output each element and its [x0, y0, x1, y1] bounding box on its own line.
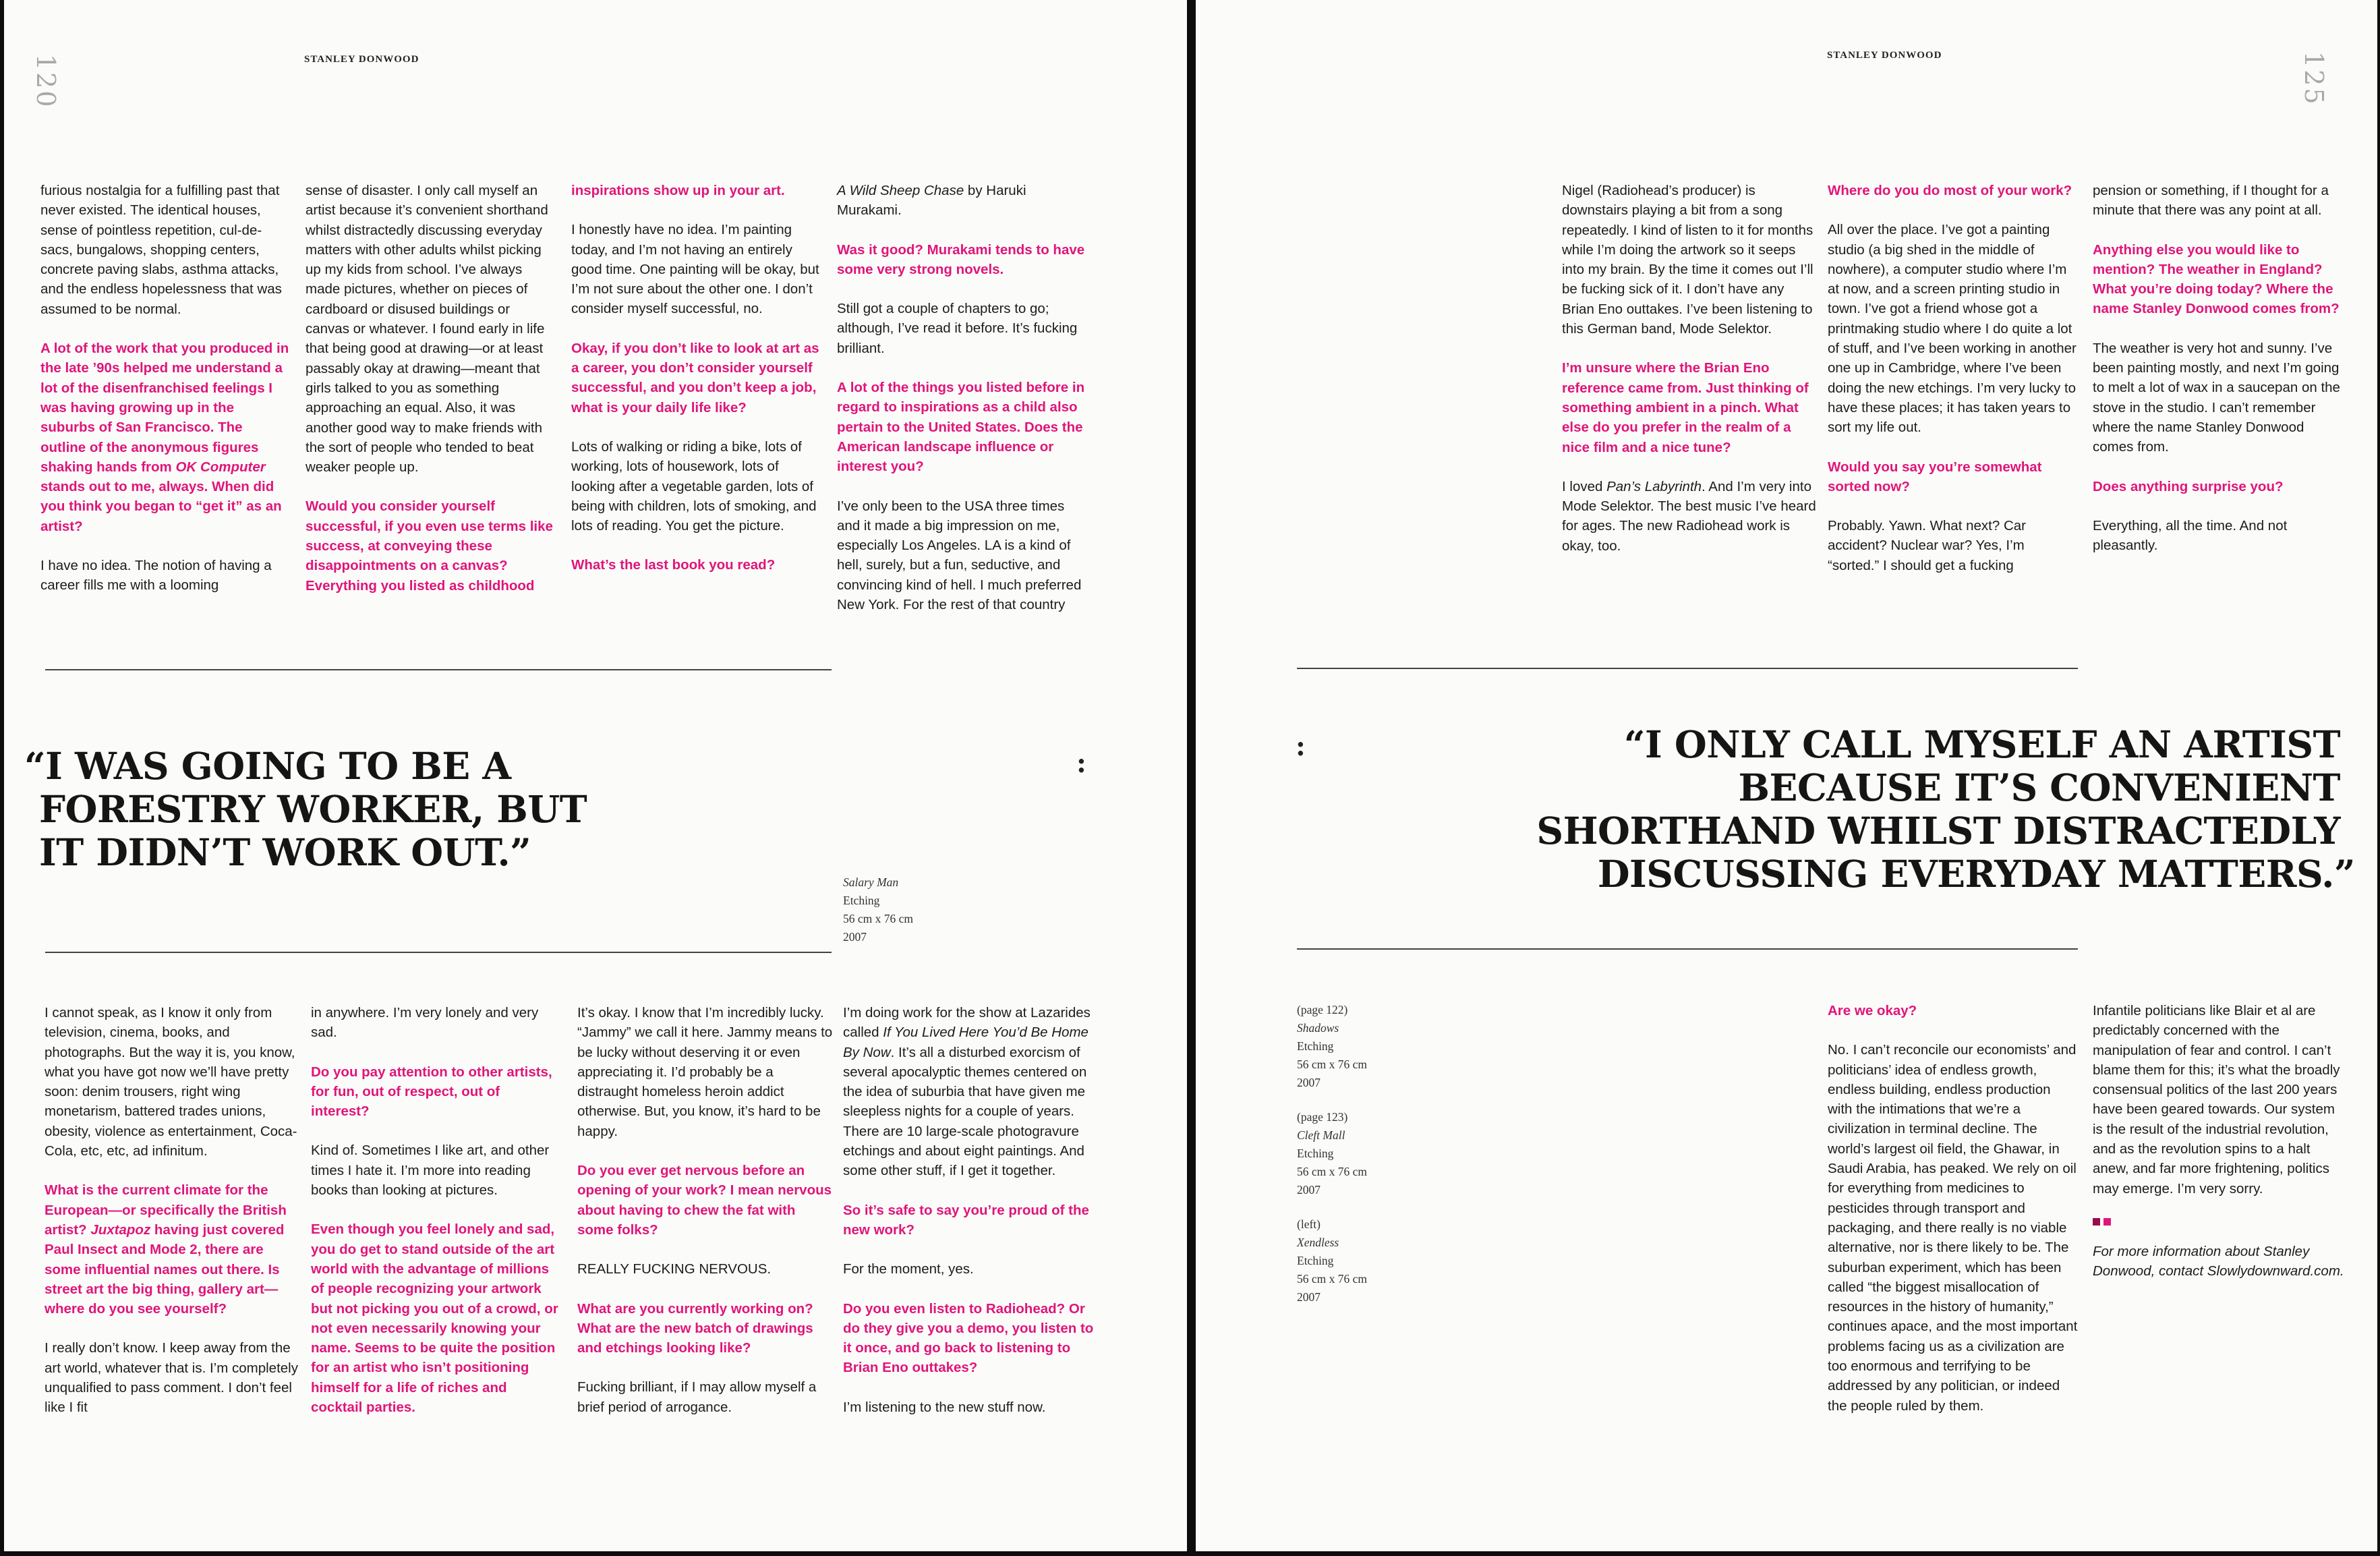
right-page — [1196, 0, 2377, 1551]
divider — [1297, 948, 2078, 950]
text-column — [1828, 1001, 2079, 1416]
caption-medium: Etching — [1297, 1254, 1334, 1267]
pull-quote-line: FORESTRY WORKER, BUT — [39, 787, 587, 831]
interview-answer: Infantile politicians like Blair et al are predictably concerned with the manipulation of fear and control. I can’t blame them for this; it’s what the broadly consensual politics of the last 200 years have been geared towards. Our system is the result of the industrial revolution, and as the revolution spins to a halt anew, and far more frightening, politics may emerge. I’m very sorry. — [2093, 1003, 2340, 1197]
interview-question: So it’s safe to say you’re proud of the new work? — [843, 1202, 1089, 1238]
interview-answer: I really don’t know. I keep away from the art world, whatever that is. I’m completely unqualified to pass comment. I don’t feel like I fit — [45, 1340, 298, 1416]
interview-answer: I loved Pan’s Labyrinth. And I’m very into Mode Selektor. The best music I’ve heard for ages. The new Radiohead work is okay, too. — [1562, 478, 1816, 554]
italic-title: A Wild Sheep Chase — [837, 183, 964, 198]
caption-size: 56 cm x 76 cm — [1297, 1272, 1368, 1286]
caption-title: Xendless — [1297, 1236, 1339, 1249]
interview-answer: in anywhere. I’m very lonely and very sad. — [311, 1005, 539, 1041]
interview-question: Even though you feel lonely and sad, you do get to stand outside of the art world with the advantage of millions of people recognizing your artwork but not picking you out of a crowd, or not even necessarily knowing your name. Seems to be quite the position for an artist who isn’t positioning himself for a life of riches and cocktail parties. — [311, 1221, 558, 1416]
text-column — [571, 181, 821, 575]
colon-mark: : — [1076, 747, 1086, 779]
interview-question: Does anything surprise you? — [2093, 478, 2284, 494]
artwork-caption — [843, 873, 913, 946]
interview-question: Where do you do most of your work? — [1828, 183, 2072, 198]
caption-ref: (left) — [1297, 1217, 1320, 1231]
caption-title: Cleft Mall — [1297, 1128, 1345, 1142]
caption-title: Salary Man — [843, 875, 899, 889]
interview-answer: furious nostalgia for a fulfilling past that never existed. The identical houses, sense of pointless repetition, cul-de-sacs, bungalows, shopping centers, concrete paving slabs, asthma attacks, and the endless hopelessness that was assumed to be normal. — [40, 183, 282, 317]
interview-answer: I have no idea. The notion of having a career fills me with a looming — [40, 558, 272, 594]
interview-answer: I honestly have no idea. I’m painting today, and I’m not having an entirely good time. One painting will be okay, but I’m not sure about the other one. I don’t consider myself successful, no. — [571, 222, 819, 317]
interview-question: A lot of the things you listed before in regard to inspirations as a child also pertain to the United States. Does the American landscape influence or interest you? — [837, 380, 1085, 475]
interview-question: I’m unsure where the Brian Eno reference came from. Just thinking of something ambient in a pinch. What else do you prefer in the realm of a nice film and a nice tune? — [1562, 360, 1809, 455]
interview-answer: Everything, all the time. And not pleasantly. — [2093, 517, 2288, 554]
artwork-caption — [1297, 1001, 1367, 1092]
interview-question: Anything else you would like to mention? The weather in England? What you’re doing today? Where the name Stanley Donwood comes from? — [2093, 241, 2340, 317]
interview-answer: I’m listening to the new stuff now. — [843, 1399, 1046, 1415]
interview-answer: Probably. Yawn. What next? Car accident? Nuclear war? Yes, I’m “sorted.” I should get a fucking — [1828, 518, 2026, 573]
interview-answer: I’ve only been to the USA three times and it made a big impression on me, especially Los Angeles. LA is a kind of hell, surely, but a fun, seductive, and convincing kind of hell. I much preferred New York. For the rest of that country — [837, 498, 1082, 613]
caption-year: 2007 — [1297, 1290, 1320, 1304]
text-column — [2093, 1001, 2346, 1199]
interview-answer: pension or something, if I thought for a minute that there was any point at all. — [2093, 183, 2329, 219]
italic-title: OK Computer — [175, 459, 266, 475]
caption-medium: Etching — [843, 894, 880, 907]
interview-answer: The weather is very hot and sunny. I’ve been painting mostly, and next I’m going to melt a lot of wax in a saucepan on the stove in the studio. I can’t remember where the name Stanley Donwood comes from. — [2093, 340, 2340, 455]
caption-year: 2007 — [1297, 1183, 1320, 1197]
interview-question: inspirations show up in your art. — [571, 183, 785, 198]
divider — [45, 952, 832, 953]
interview-question: Was it good? Murakami tends to have some very strong novels. — [837, 241, 1085, 277]
text-column — [843, 1003, 1097, 1417]
caption-medium: Etching — [1297, 1147, 1334, 1160]
interview-question: Are we okay? — [1828, 1003, 1917, 1018]
caption-size: 56 cm x 76 cm — [1297, 1165, 1368, 1178]
interview-answer: I’m doing work for the show at Lazarides called If You Lived Here You’d Be Home By Now. It’s all a disturbed exorcism of several apocalyptic themes centered on the idea of suburbia that have given me sleepless nights for a couple of years. There are 10 large-scale photogravure etchings and about eight paintings. And some other stuff, if I get it together. — [843, 1005, 1091, 1179]
colon-mark: : — [1296, 730, 1306, 762]
text-column — [306, 181, 555, 596]
text-column — [1828, 181, 2079, 575]
interview-question: Would you consider yourself successful, if you even use terms like success, at conveying these disappointments on a canvas? Everything you listed as childhood — [306, 498, 553, 594]
interview-answer: A Wild Sheep Chase by Haruki Murakami. — [837, 183, 1026, 219]
text-column — [311, 1003, 560, 1417]
interview-answer: It’s okay. I know that I’m incredibly lucky. “Jammy” we call it here. Jammy means to be lucky without deserving it or even appreciating it. I’d probably be a distraught homeless heroin addict otherwise. But, you know, it’s hard to be happy. — [577, 1005, 833, 1139]
text-column — [40, 181, 290, 596]
interview-answer: Kind of. Sometimes I like art, and other times I hate it. I’m more into reading books than looking at pictures. — [311, 1143, 550, 1199]
caption-size: 56 cm x 76 cm — [843, 912, 914, 925]
interview-answer: Lots of walking or riding a bike, lots of working, lots of housework, lots of looking after a vegetable garden, lots of being with children, lots of smoking, and lots of reading. You get the picture. — [571, 438, 817, 534]
interview-question: What is the current climate for the European—or specifically the British artist? Juxtapoz having just covered Paul Insect and Mode 2, there are some influential names out there. Is street art the big thing, gallery art—where do you see yourself? — [45, 1182, 287, 1317]
italic-title: Pan’s Labyrinth — [1606, 478, 1702, 494]
interview-answer: Still got a couple of chapters to go; although, I’ve read it before. It’s fucking brilliant. — [837, 301, 1078, 356]
interview-question: What are you currently working on? What are the new batch of drawings and etchings looking like? — [577, 1300, 813, 1356]
left-page — [4, 0, 1187, 1551]
pull-quote-line: “I ONLY CALL MYSELF AN ARTIST — [1623, 722, 2340, 766]
pull-quote — [1536, 722, 2355, 896]
text-column — [577, 1003, 834, 1417]
pull-quote-line: DISCUSSING EVERYDAY MATTERS.” — [1597, 852, 2355, 896]
spine-gap — [1187, 0, 1196, 1556]
end-note: For more information about Stanley Donwood, contact Slowlydownward.com. — [2093, 1243, 2344, 1279]
text-column — [1562, 181, 1818, 556]
artwork-caption — [1297, 1215, 1367, 1306]
interview-answer: sense of disaster. I only call myself an artist because it’s convenient shorthand whilst distractedly discussing everyday matters with other adults whilst picking up my kids from school. I’ve always made pictures, whether on pieces of cardboard or disused buildings or canvas or whatever. I found early in life that being good at drawing—or at least passably okay at drawing—meant that girls talked to you as something approaching an equal. Also, it was another good way to make friends with the sort of people who tended to beat weaker people up. — [306, 183, 548, 476]
interview-answer: All over the place. I’ve got a painting studio (a big shed in the middle of nowhere), a computer studio where I’m at now, and a screen printing studio in town. I’ve got a friend whose got a printmaking studio where I do quite a lot of stuff, and I’ve been working in another one up in Cambridge, where I’ve been doing the new etchings. I’m very lucky to have these places; it has taken years to sort my life out. — [1828, 222, 2077, 436]
interview-question: Would you say you’re somewhat sorted now? — [1828, 459, 2042, 494]
interview-answer: Fucking brilliant, if I may allow myself a brief period of arrogance. — [577, 1379, 817, 1415]
caption-ref: (page 122) — [1297, 1003, 1348, 1016]
interview-question: A lot of the work that you produced in the late ’90s helped me understand a lot of the disenfranchised feelings I was having growing up in the suburbs of San Francisco. The outline of the anonymous figures shaking hands from OK Computer stands out to me, always. When did you think you began to “get it” as an artist? — [40, 341, 289, 534]
divider — [1297, 668, 2078, 669]
caption-title: Shadows — [1297, 1021, 1339, 1035]
pull-quote-line: “I WAS GOING TO BE A — [24, 744, 511, 788]
caption-year: 2007 — [843, 930, 867, 944]
text-column-final — [2093, 1001, 2346, 1281]
interview-answer: For the moment, yes. — [843, 1261, 974, 1277]
italic-title: Juxtapoz — [90, 1221, 151, 1238]
interview-question: Do you even listen to Radiohead? Or do they give you a demo, you listen to it once, and go back to listening to Brian Eno outtakes? — [843, 1300, 1094, 1376]
caption-size: 56 cm x 76 cm — [1297, 1058, 1368, 1071]
caption-medium: Etching — [1297, 1039, 1334, 1053]
pull-quote-line: IT DIDN’T WORK OUT.” — [39, 830, 531, 874]
caption-ref: (page 123) — [1297, 1110, 1348, 1124]
pull-quote-line: SHORTHAND WHILST DISTRACTEDLY — [1536, 809, 2340, 853]
page-number: 120 — [31, 54, 61, 109]
caption-year: 2007 — [1297, 1076, 1320, 1089]
interview-answer: Nigel (Radiohead’s producer) is downstairs playing a bit from a song repeatedly. I kind of listen to it for months while I’m doing the artwork so it seeps into my brain. By the time it comes out I’ll be fucking sick of it. I don’t have any Brian Eno outtakes. I’ve been listening to this German band, Mode Selektor. — [1562, 183, 1813, 337]
interview-answer: I cannot speak, as I know it only from television, cinema, books, and photographs. But the way it is, you know, what you have got now we’ll have pretty soon: denim trousers, right wing monetarism, battered trades unions, obesity, violence as entertainment, Coca-Cola, etc, etc, ad infinitum. — [45, 1005, 297, 1159]
interview-answer: No. I can’t reconcile our economists’ and politicians’ idea of endless growth, endless building, endless production with the intimations that we’re a civilization in terminal decline. The world’s largest oil field, the Ghawar, in Saudi Arabia, has peaked. We rely on oil for everything from medicines to pesticides through transport and packaging, and there really is no viable alternative, nor is there likely to be. The suburban experiment, which has been called “the biggest misallocation of resources in the history of humanity,” continues apace, and the most important problems facing us as a civilization are too enormous and terrifying to be addressed by any politician, or indeed the people ruled by them. — [1828, 1042, 2078, 1414]
artwork-caption — [1297, 1108, 1367, 1199]
pull-quote-line: BECAUSE IT’S CONVENIENT — [1738, 766, 2340, 809]
interview-question: Okay, if you don’t like to look at art as a career, you don’t consider yourself successful, and you don’t keep a job, what is your daily life like? — [571, 340, 819, 415]
text-column — [837, 181, 1091, 614]
interview-question: Do you ever get nervous before an opening of your work? I mean nervous about having to chew the fat with some folks? — [577, 1163, 832, 1238]
divider — [45, 669, 832, 670]
text-column — [45, 1003, 301, 1418]
interview-question: Do you pay attention to other artists, for fun, out of respect, out of interest? — [311, 1064, 552, 1120]
artwork-captions — [1297, 1001, 1367, 1323]
interview-question: What’s the last book you read? — [571, 557, 776, 573]
italic-title: If You Lived Here You’d Be Home By Now — [843, 1025, 1089, 1060]
pull-quote — [24, 745, 587, 874]
running-head: STANLEY DONWOOD — [304, 54, 419, 65]
text-column — [2093, 181, 2346, 555]
end-bullets-icon — [2093, 1218, 2346, 1226]
page-number: 125 — [2299, 51, 2329, 107]
running-head: STANLEY DONWOOD — [1827, 50, 1942, 61]
interview-answer: REALLY FUCKING NERVOUS. — [577, 1261, 772, 1277]
